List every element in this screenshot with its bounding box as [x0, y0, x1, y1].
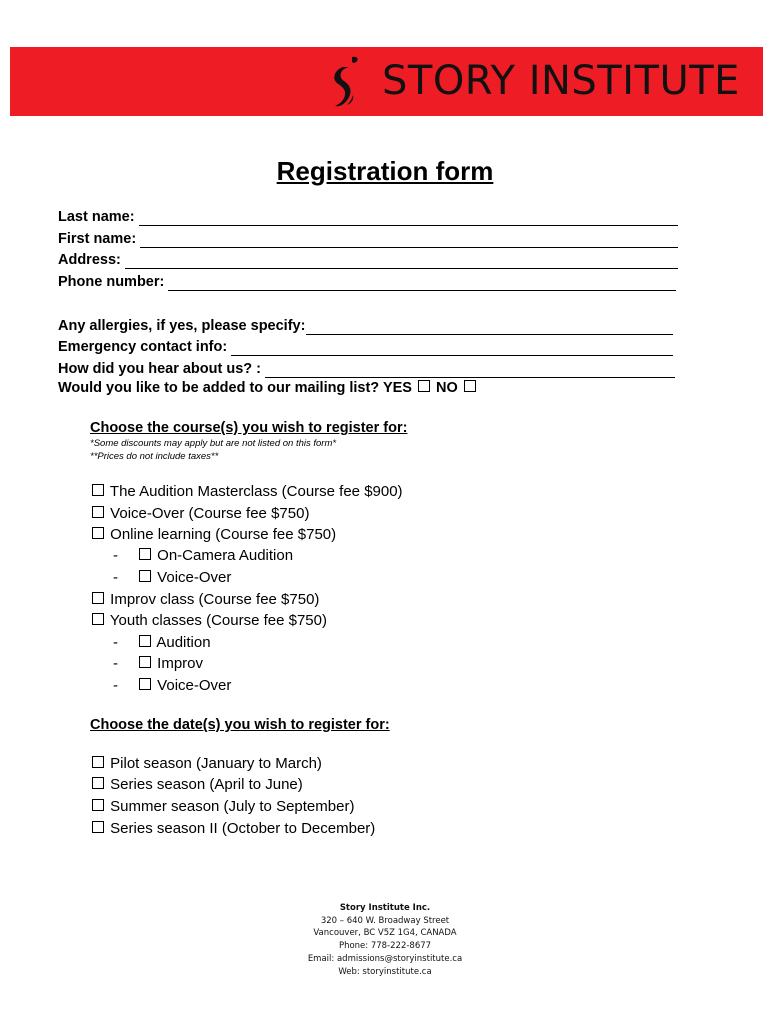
course-label: The Audition Masterclass (Course fee $900) [109, 483, 403, 500]
footer-email: Email: admissions@storyinstitute.ca [307, 953, 463, 964]
course-label: Audition [156, 634, 211, 651]
footer-web: Web: storyinstitute.ca [338, 966, 432, 977]
address-input-line[interactable] [125, 254, 678, 269]
dash: - [113, 634, 118, 651]
dates-heading: Choose the date(s) you wish to register for: [90, 717, 390, 733]
checkbox[interactable] [139, 678, 151, 690]
last-name-field [58, 206, 678, 226]
checkbox[interactable] [92, 756, 104, 768]
courses-heading: Choose the course(s) you wish to register for: [90, 420, 408, 436]
course-option [90, 611, 327, 630]
dash: - [113, 655, 118, 672]
checkbox[interactable] [92, 527, 104, 539]
yes-label: YES [382, 380, 412, 396]
yes-checkbox[interactable] [418, 380, 430, 392]
course-sub-option [113, 676, 231, 695]
phone-field [58, 271, 676, 291]
first-name-label: First name: [58, 231, 137, 247]
footer-city: Vancouver, BC V5Z 1G4, CANADA [313, 928, 457, 939]
course-sub-option [113, 546, 293, 565]
dash: - [113, 569, 118, 586]
emergency-field [58, 336, 673, 356]
date-option [90, 775, 303, 794]
page-title: Registration form [276, 156, 494, 186]
allergies-field [58, 315, 673, 335]
brand-name: STORY INSTITUTE [382, 58, 740, 104]
footer-phone: Phone: 778-222-8677 [338, 941, 432, 952]
checkbox[interactable] [92, 506, 104, 518]
checkbox[interactable] [92, 777, 104, 789]
date-option [90, 797, 354, 816]
course-option [90, 525, 336, 544]
phone-label: Phone number: [58, 274, 165, 290]
mailing-list-label: Would you like to be added to our mailing list? [58, 380, 380, 396]
no-checkbox[interactable] [464, 380, 476, 392]
course-sub-option [113, 568, 231, 587]
dash: - [113, 547, 118, 564]
checkbox[interactable] [139, 656, 151, 668]
course-label: Voice-Over [157, 569, 232, 586]
date-label: Summer season (July to September) [110, 798, 355, 815]
course-sub-option [113, 633, 211, 652]
no-label: NO [436, 380, 458, 396]
date-label: Series season (April to June) [110, 776, 303, 793]
last-name-label: Last name: [58, 209, 135, 225]
checkbox[interactable] [139, 570, 151, 582]
footer [0, 902, 770, 978]
discount-note: *Some discounts may apply but are not listed on this form* [90, 438, 337, 449]
checkbox[interactable] [92, 799, 104, 811]
header-banner [10, 47, 763, 116]
emergency-input-line[interactable] [231, 341, 673, 356]
date-label: Pilot season (January to March) [110, 755, 322, 772]
course-option [90, 482, 403, 501]
checkbox[interactable] [92, 821, 104, 833]
footer-company: Story Institute Inc. [339, 903, 431, 913]
last-name-input-line[interactable] [139, 211, 678, 226]
first-name-input-line[interactable] [140, 233, 678, 248]
address-label: Address: [58, 252, 121, 268]
checkbox[interactable] [92, 484, 104, 496]
checkbox[interactable] [139, 548, 151, 560]
allergies-label: Any allergies, if yes, please specify: [58, 318, 306, 334]
course-option [90, 590, 319, 609]
checkbox[interactable] [139, 635, 151, 647]
address-field [58, 249, 678, 269]
course-label: Voice-Over [157, 677, 232, 694]
story-institute-logo-icon [326, 53, 366, 111]
checkbox[interactable] [92, 613, 104, 625]
allergies-input-line[interactable] [306, 320, 673, 335]
date-label: Series season II (October to December) [110, 820, 376, 837]
course-label: On-Camera Audition [157, 547, 294, 564]
course-label: Online learning (Course fee $750) [110, 526, 337, 543]
course-label: Improv [157, 655, 204, 672]
mailing-list-question [58, 379, 478, 397]
course-label: Improv class (Course fee $750) [110, 591, 320, 608]
tax-note: **Prices do not include taxes** [90, 451, 219, 462]
dash: - [113, 677, 118, 694]
course-sub-option [113, 654, 203, 673]
hear-about-field [58, 358, 675, 378]
emergency-label: Emergency contact info: [58, 339, 228, 355]
checkbox[interactable] [92, 592, 104, 604]
footer-street: 320 – 640 W. Broadway Street [320, 915, 450, 926]
hear-about-label: How did you hear about us? : [58, 361, 261, 377]
phone-input-line[interactable] [168, 276, 676, 291]
hear-about-input-line[interactable] [265, 363, 675, 378]
course-label: Youth classes (Course fee $750) [109, 612, 327, 629]
first-name-field [58, 228, 678, 248]
date-option [90, 819, 375, 838]
course-option [90, 504, 309, 523]
course-label: Voice-Over (Course fee $750) [110, 505, 310, 522]
date-option [90, 754, 322, 773]
